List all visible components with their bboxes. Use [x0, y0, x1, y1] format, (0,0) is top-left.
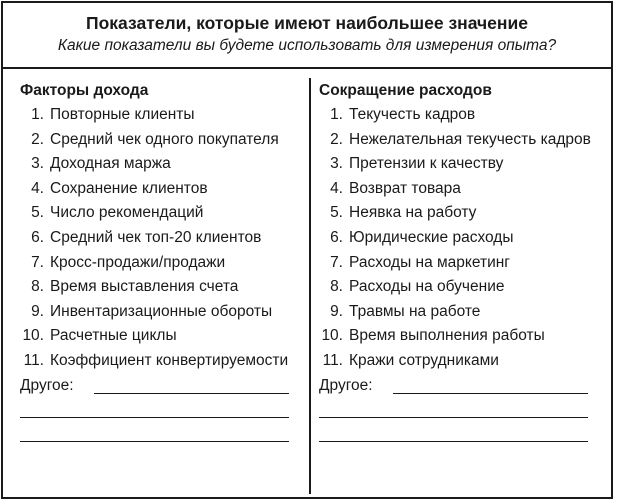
- list-item-text: Травмы на работе: [349, 302, 481, 320]
- list-item: [319, 203, 604, 223]
- list-item-number: 10.: [321, 327, 343, 345]
- blank-underline: [319, 441, 588, 442]
- cost-reduction-heading: Сокращение расходов: [319, 82, 492, 99]
- list-item-text: Расчетные циклы: [50, 327, 177, 345]
- list-item-text: Расходы на маркетинг: [349, 253, 510, 271]
- list-item-text: Нежелательная текучесть кадров: [349, 130, 591, 148]
- list-item-text: Время выставления счета: [50, 278, 239, 296]
- list-item-text: Кросс-продажи/продажи: [50, 253, 226, 271]
- list-item-number: 2.: [330, 130, 343, 148]
- cost-other-row: [319, 376, 604, 398]
- list-item-number: 3.: [330, 155, 343, 173]
- list-item-number: 3.: [31, 155, 44, 173]
- list-item: [20, 351, 305, 371]
- blank-underline: [319, 417, 588, 418]
- list-item-text: Средний чек топ-20 клиентов: [50, 228, 262, 246]
- list-item: [20, 326, 305, 346]
- cost-other-label: Другое:: [319, 376, 373, 394]
- list-item-number: 5.: [330, 204, 343, 222]
- list-item: [20, 253, 305, 273]
- cost-blank-line[interactable]: [319, 422, 604, 446]
- revenue-blank-line[interactable]: [20, 398, 305, 422]
- worksheet-title: Показатели, которые имеют наибольшее значение: [86, 13, 528, 33]
- revenue-other-blank[interactable]: [94, 393, 289, 394]
- list-item-text: Претензии к качеству: [349, 155, 504, 173]
- list-item: [319, 179, 604, 199]
- list-item-text: Возврат товара: [349, 179, 461, 197]
- metrics-worksheet-frame: [1, 1, 613, 499]
- list-item: [319, 351, 604, 371]
- cost-blank-line[interactable]: [319, 398, 604, 422]
- list-item: [20, 179, 305, 199]
- list-item-number: 7.: [330, 253, 343, 271]
- cost-reduction-column: [319, 76, 604, 446]
- list-item-number: 6.: [330, 228, 343, 246]
- revenue-blank-line[interactable]: [20, 422, 305, 446]
- list-item-text: Число рекомендаций: [50, 204, 204, 222]
- list-item: [319, 302, 604, 322]
- list-item: [319, 326, 604, 346]
- blank-underline: [20, 441, 289, 442]
- revenue-factors-column: [20, 76, 305, 446]
- list-item-text: Время выполнения работы: [349, 327, 545, 345]
- list-item-text: Расходы на обучение: [349, 278, 505, 296]
- blank-underline: [20, 417, 289, 418]
- list-item: [319, 253, 604, 273]
- revenue-factors-list: [20, 105, 305, 371]
- list-item-number: 1.: [330, 106, 343, 123]
- list-item: [20, 302, 305, 322]
- list-item-number: 4.: [31, 179, 44, 197]
- list-item: [319, 277, 604, 297]
- list-item-number: 2.: [31, 130, 44, 148]
- list-item-number: 8.: [31, 278, 44, 296]
- list-item-text: Юридические расходы: [349, 228, 514, 246]
- list-item-number: 4.: [330, 179, 343, 197]
- list-item: [319, 228, 604, 248]
- list-item-text: Текучесть кадров: [349, 106, 476, 123]
- list-item: [20, 277, 305, 297]
- list-item-text: Повторные клиенты: [50, 106, 195, 123]
- list-item-number: 8.: [330, 278, 343, 296]
- list-item: [20, 154, 305, 174]
- cost-reduction-list: [319, 105, 604, 371]
- list-item-text: Кражи сотрудниками: [349, 351, 499, 369]
- list-item: [20, 228, 305, 248]
- list-item: [319, 130, 604, 150]
- worksheet-subtitle: Какие показатели вы будете использовать для измерения опыта?: [57, 37, 557, 54]
- list-item: [20, 203, 305, 223]
- list-item-number: 9.: [330, 302, 343, 320]
- list-item-text: Неявка на работу: [349, 204, 477, 222]
- list-item-text: Сохранение клиентов: [50, 179, 208, 197]
- list-item: [319, 154, 604, 174]
- list-item-number: 10.: [22, 327, 44, 345]
- list-item-text: Коэффициент конвертируемости: [50, 351, 289, 369]
- list-item-number: 7.: [31, 253, 44, 271]
- list-item-number: 9.: [31, 302, 44, 320]
- list-item-text: Инвентаризационные обороты: [50, 302, 273, 320]
- cost-other-blank[interactable]: [393, 393, 588, 394]
- header-divider: [3, 67, 611, 69]
- revenue-factors-heading: Факторы дохода: [20, 82, 149, 99]
- list-item-number: 1.: [31, 106, 44, 123]
- column-divider: [309, 78, 311, 494]
- list-item-number: 6.: [31, 228, 44, 246]
- revenue-other-label: Другое:: [20, 376, 74, 394]
- revenue-other-row: [20, 376, 305, 398]
- list-item-text: Доходная маржа: [50, 155, 171, 173]
- list-item: [20, 130, 305, 150]
- list-item-text: Средний чек одного покупателя: [50, 130, 279, 148]
- list-item: [20, 105, 305, 125]
- worksheet-header: [3, 3, 611, 68]
- list-item: [319, 105, 604, 125]
- list-item-number: 5.: [31, 204, 44, 222]
- list-item-number: 11.: [23, 351, 44, 369]
- list-item-number: 11.: [322, 351, 343, 369]
